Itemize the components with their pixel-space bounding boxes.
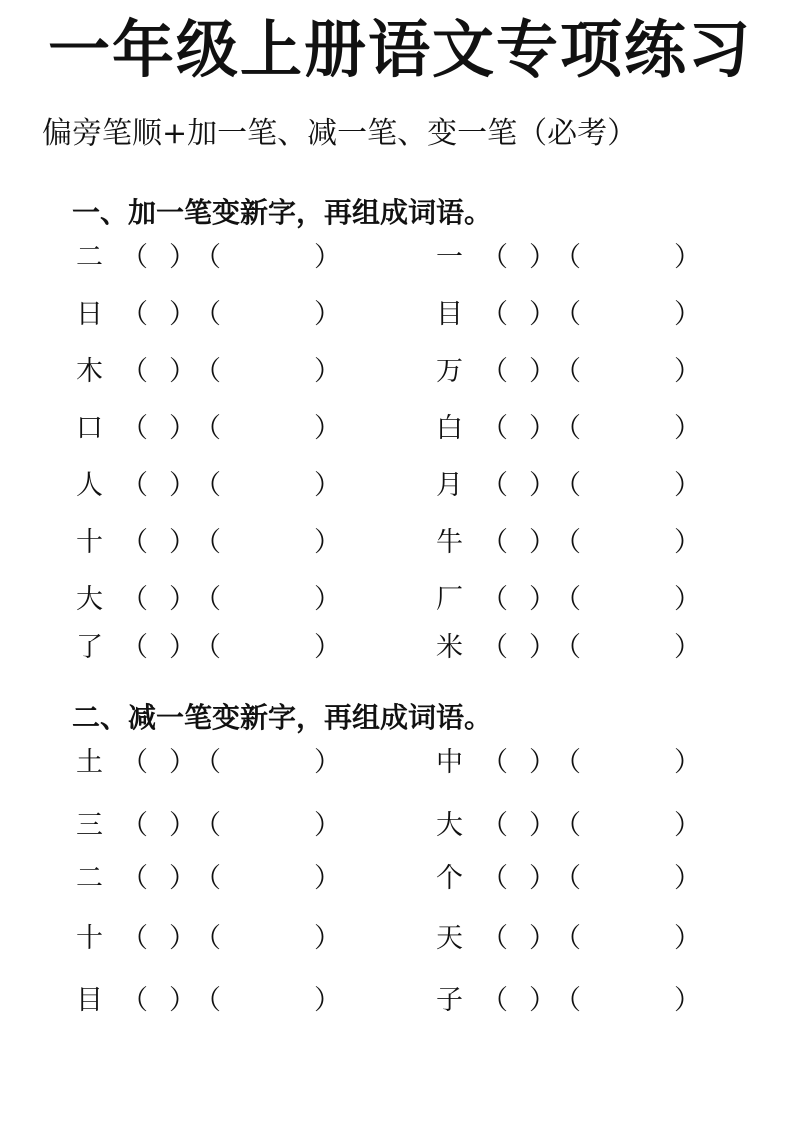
- new-character-paren-close: ）: [529, 356, 556, 387]
- page-title: 一年级上册语文专项练习: [47, 13, 752, 86]
- word-paren-close: ）: [314, 632, 341, 663]
- new-character-paren-close: ）: [169, 632, 196, 663]
- word-paren-open[interactable]: （: [194, 747, 221, 778]
- base-character: 目: [436, 299, 463, 330]
- word-paren-open[interactable]: （: [194, 299, 221, 330]
- word-paren-close: ）: [314, 863, 341, 894]
- word-paren-close: ）: [314, 413, 341, 444]
- base-character: 白: [436, 413, 463, 444]
- word-paren-open[interactable]: （: [194, 356, 221, 387]
- new-character-paren-open[interactable]: （: [121, 527, 148, 558]
- word-paren-open[interactable]: （: [554, 413, 581, 444]
- new-character-paren-open[interactable]: （: [481, 632, 508, 663]
- new-character-paren-open[interactable]: （: [481, 747, 508, 778]
- new-character-paren-open[interactable]: （: [481, 985, 508, 1016]
- new-character-paren-open[interactable]: （: [121, 923, 148, 954]
- base-character: 十: [76, 923, 103, 954]
- word-paren-close: ）: [314, 470, 341, 501]
- base-character: 二: [76, 863, 103, 894]
- new-character-paren-close: ）: [529, 810, 556, 841]
- new-character-paren-open[interactable]: （: [121, 863, 148, 894]
- base-character: 十: [76, 527, 103, 558]
- word-paren-open[interactable]: （: [194, 810, 221, 841]
- word-paren-close: ）: [674, 863, 701, 894]
- new-character-paren-close: ）: [169, 356, 196, 387]
- page-subtitle: 偏旁笔顺+加一笔、减一笔、变一笔（必考）: [42, 116, 638, 151]
- word-paren-open[interactable]: （: [194, 470, 221, 501]
- word-paren-close: ）: [674, 242, 701, 273]
- new-character-paren-close: ）: [169, 584, 196, 615]
- new-character-paren-open[interactable]: （: [121, 747, 148, 778]
- word-paren-close: ）: [314, 923, 341, 954]
- word-paren-close: ）: [314, 527, 341, 558]
- word-paren-open[interactable]: （: [194, 413, 221, 444]
- word-paren-open[interactable]: （: [554, 632, 581, 663]
- new-character-paren-close: ）: [169, 413, 196, 444]
- new-character-paren-open[interactable]: （: [121, 242, 148, 273]
- base-character: 个: [436, 863, 463, 894]
- word-paren-close: ）: [674, 810, 701, 841]
- word-paren-open[interactable]: （: [194, 584, 221, 615]
- base-character: 三: [76, 810, 103, 841]
- new-character-paren-close: ）: [169, 923, 196, 954]
- new-character-paren-close: ）: [169, 299, 196, 330]
- new-character-paren-open[interactable]: （: [481, 242, 508, 273]
- word-paren-open[interactable]: （: [554, 584, 581, 615]
- base-character: 万: [436, 356, 463, 387]
- word-paren-close: ）: [314, 810, 341, 841]
- word-paren-close: ）: [674, 356, 701, 387]
- new-character-paren-close: ）: [169, 747, 196, 778]
- new-character-paren-open[interactable]: （: [481, 863, 508, 894]
- new-character-paren-open[interactable]: （: [481, 299, 508, 330]
- new-character-paren-close: ）: [529, 923, 556, 954]
- new-character-paren-close: ）: [529, 413, 556, 444]
- new-character-paren-close: ）: [169, 242, 196, 273]
- new-character-paren-open[interactable]: （: [121, 584, 148, 615]
- word-paren-open[interactable]: （: [554, 810, 581, 841]
- base-character: 土: [76, 747, 103, 778]
- word-paren-open[interactable]: （: [554, 747, 581, 778]
- base-character: 木: [76, 356, 103, 387]
- new-character-paren-close: ）: [529, 863, 556, 894]
- base-character: 人: [76, 470, 103, 501]
- word-paren-close: ）: [314, 985, 341, 1016]
- new-character-paren-close: ）: [529, 470, 556, 501]
- base-character: 中: [436, 747, 463, 778]
- new-character-paren-open[interactable]: （: [481, 356, 508, 387]
- word-paren-open[interactable]: （: [554, 863, 581, 894]
- base-character: 二: [76, 242, 103, 273]
- new-character-paren-close: ）: [529, 584, 556, 615]
- word-paren-close: ）: [674, 470, 701, 501]
- word-paren-close: ）: [674, 584, 701, 615]
- word-paren-close: ）: [674, 923, 701, 954]
- word-paren-open[interactable]: （: [194, 985, 221, 1016]
- base-character: 日: [76, 299, 103, 330]
- word-paren-open[interactable]: （: [194, 527, 221, 558]
- word-paren-open[interactable]: （: [554, 242, 581, 273]
- word-paren-open[interactable]: （: [554, 527, 581, 558]
- new-character-paren-close: ）: [169, 527, 196, 558]
- word-paren-close: ）: [314, 356, 341, 387]
- base-character: 月: [436, 470, 463, 501]
- new-character-paren-open[interactable]: （: [481, 810, 508, 841]
- base-character: 大: [436, 810, 463, 841]
- new-character-paren-open[interactable]: （: [481, 584, 508, 615]
- new-character-paren-open[interactable]: （: [121, 356, 148, 387]
- section-2-heading: 二、减一笔变新字，再组成词语。: [72, 701, 493, 734]
- word-paren-open[interactable]: （: [194, 632, 221, 663]
- word-paren-close: ）: [674, 747, 701, 778]
- base-character: 一: [436, 242, 463, 273]
- base-character: 口: [76, 413, 103, 444]
- word-paren-open[interactable]: （: [554, 923, 581, 954]
- word-paren-close: ）: [674, 299, 701, 330]
- base-character: 天: [436, 923, 463, 954]
- base-character: 了: [76, 632, 103, 663]
- word-paren-open[interactable]: （: [194, 863, 221, 894]
- word-paren-open[interactable]: （: [554, 985, 581, 1016]
- base-character: 大: [76, 584, 103, 615]
- new-character-paren-close: ）: [529, 985, 556, 1016]
- new-character-paren-close: ）: [169, 810, 196, 841]
- word-paren-open[interactable]: （: [554, 299, 581, 330]
- word-paren-open[interactable]: （: [554, 356, 581, 387]
- word-paren-open[interactable]: （: [194, 923, 221, 954]
- word-paren-close: ）: [314, 242, 341, 273]
- word-paren-close: ）: [674, 632, 701, 663]
- word-paren-open[interactable]: （: [554, 470, 581, 501]
- word-paren-open[interactable]: （: [194, 242, 221, 273]
- new-character-paren-close: ）: [529, 527, 556, 558]
- base-character: 厂: [436, 584, 463, 615]
- word-paren-close: ）: [674, 985, 701, 1016]
- new-character-paren-open[interactable]: （: [121, 413, 148, 444]
- new-character-paren-open[interactable]: （: [121, 632, 148, 663]
- new-character-paren-open[interactable]: （: [481, 413, 508, 444]
- new-character-paren-close: ）: [169, 863, 196, 894]
- base-character: 目: [76, 985, 103, 1016]
- word-paren-close: ）: [314, 299, 341, 330]
- base-character: 子: [436, 985, 463, 1016]
- new-character-paren-close: ）: [169, 470, 196, 501]
- new-character-paren-open[interactable]: （: [121, 985, 148, 1016]
- new-character-paren-open[interactable]: （: [121, 470, 148, 501]
- new-character-paren-open[interactable]: （: [121, 299, 148, 330]
- base-character: 米: [436, 632, 463, 663]
- section-1-heading: 一、加一笔变新字，再组成词语。: [72, 196, 493, 229]
- word-paren-close: ）: [314, 584, 341, 615]
- word-paren-close: ）: [314, 747, 341, 778]
- new-character-paren-open[interactable]: （: [481, 527, 508, 558]
- new-character-paren-close: ）: [169, 985, 196, 1016]
- base-character: 牛: [436, 527, 463, 558]
- word-paren-close: ）: [674, 527, 701, 558]
- new-character-paren-close: ）: [529, 299, 556, 330]
- word-paren-close: ）: [674, 413, 701, 444]
- new-character-paren-close: ）: [529, 632, 556, 663]
- new-character-paren-open[interactable]: （: [481, 923, 508, 954]
- new-character-paren-open[interactable]: （: [481, 470, 508, 501]
- new-character-paren-open[interactable]: （: [121, 810, 148, 841]
- new-character-paren-close: ）: [529, 242, 556, 273]
- new-character-paren-close: ）: [529, 747, 556, 778]
